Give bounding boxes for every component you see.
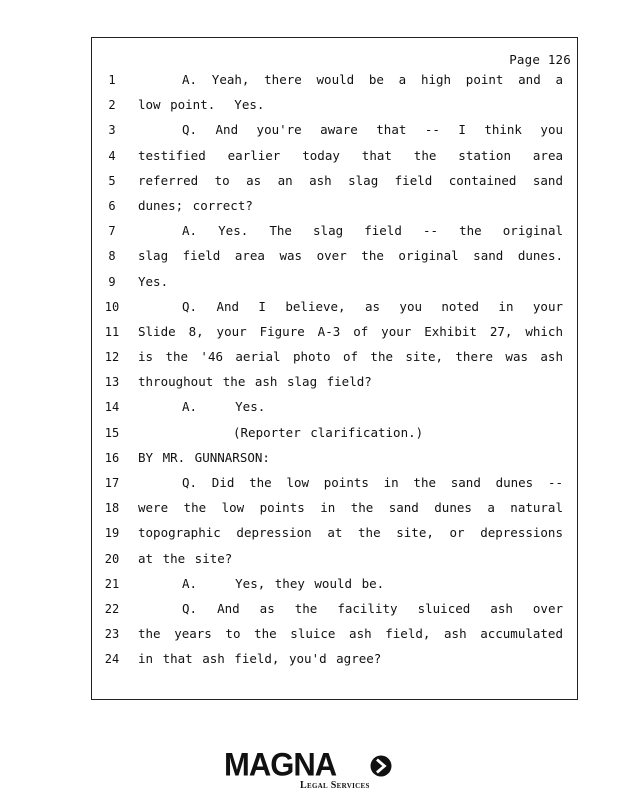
line-text: were the low points in the sand dunes a natural xyxy=(138,500,563,516)
line-text: throughout the ash slag field? xyxy=(138,374,372,390)
line-text: in that ash field, you'd agree? xyxy=(138,651,382,667)
line-number: 6 xyxy=(108,198,116,213)
line-number: 7 xyxy=(108,224,116,239)
transcript-line xyxy=(92,425,577,450)
line-text: referred to as an ash slag field contained sand xyxy=(138,172,563,188)
transcript-line xyxy=(92,651,577,676)
line-number: 19 xyxy=(104,526,120,541)
line-number: 20 xyxy=(104,551,120,566)
transcript-line xyxy=(92,475,577,500)
line-number: 13 xyxy=(104,375,120,390)
transcript-line xyxy=(92,450,577,475)
line-text: A. Yes. xyxy=(182,399,266,415)
logo-subtitle: Legal Services xyxy=(300,780,370,791)
transcript-line xyxy=(92,248,577,273)
transcript-line xyxy=(92,324,577,349)
line-number: 12 xyxy=(104,350,120,365)
line-text: topographic depression at the site, or depressions xyxy=(138,525,563,541)
line-text: at the site? xyxy=(138,550,233,566)
transcript-line xyxy=(92,122,577,147)
line-number: 5 xyxy=(108,173,116,188)
transcript-line xyxy=(92,374,577,399)
transcript-line xyxy=(92,525,577,550)
transcript-line xyxy=(92,97,577,122)
transcript-line xyxy=(92,148,577,173)
line-number: 17 xyxy=(104,476,120,490)
line-number: 23 xyxy=(104,627,120,642)
line-number: 1 xyxy=(108,73,116,87)
line-number: 14 xyxy=(104,400,120,415)
line-text: Q. And as the facility sluiced ash over xyxy=(182,600,563,616)
line-number: 22 xyxy=(104,601,120,616)
line-number: 4 xyxy=(108,148,116,163)
transcript-line xyxy=(92,223,577,248)
transcript-line xyxy=(92,500,577,525)
line-number: 8 xyxy=(108,249,116,264)
line-text: (Reporter clarification.) xyxy=(233,424,424,440)
transcript-line xyxy=(92,72,577,97)
line-text: A. Yeah, there would be a high point and a xyxy=(182,72,563,87)
line-number: 9 xyxy=(108,274,116,289)
line-text: A. Yes. The slag field -- the original xyxy=(182,223,563,239)
line-number: 21 xyxy=(104,576,120,591)
line-number: 2 xyxy=(108,98,116,113)
line-text: Yes. xyxy=(138,273,169,289)
line-text: BY MR. GUNNARSON: xyxy=(138,449,270,465)
line-number: 16 xyxy=(104,450,120,465)
transcript-line xyxy=(92,173,577,198)
transcript-line xyxy=(92,576,577,601)
chevron-right-circle-icon xyxy=(370,755,392,777)
line-text: dunes; correct? xyxy=(138,197,253,213)
line-text: slag field area was over the original sand dunes. xyxy=(138,248,563,264)
line-number: 24 xyxy=(104,652,120,667)
transcript-line xyxy=(92,399,577,424)
line-text: Q. And I believe, as you noted in your xyxy=(182,298,563,314)
transcript-line xyxy=(92,551,577,576)
transcript-line xyxy=(92,274,577,299)
transcript-lines xyxy=(92,72,577,677)
line-number: 3 xyxy=(108,123,116,138)
transcript-line xyxy=(92,601,577,626)
transcript-line xyxy=(92,349,577,374)
magna-logo xyxy=(224,746,396,793)
transcript-line xyxy=(92,626,577,651)
line-number: 15 xyxy=(104,425,120,440)
transcript-line xyxy=(92,198,577,223)
line-text: low point. Yes. xyxy=(138,97,265,113)
line-number: 18 xyxy=(104,501,120,516)
transcript-line xyxy=(92,299,577,324)
line-text: A. Yes, they would be. xyxy=(182,575,385,591)
page-number: Page 126 xyxy=(509,52,571,67)
line-text: Slide 8, your Figure A-3 of your Exhibit 27, which xyxy=(138,323,563,339)
line-text: Q. Did the low points in the sand dunes -- xyxy=(182,475,563,490)
line-text: is the '46 aerial photo of the site, there was ash xyxy=(138,349,563,365)
transcript-page xyxy=(91,37,578,700)
line-number: 10 xyxy=(104,299,120,314)
line-text: testified earlier today that the station area xyxy=(138,147,563,163)
line-text: the years to the sluice ash field, ash accumulated xyxy=(138,626,563,642)
line-number: 11 xyxy=(104,324,120,339)
logo-wordmark: MAGNA xyxy=(224,746,337,783)
line-text: Q. And you're aware that -- I think you xyxy=(182,122,563,138)
